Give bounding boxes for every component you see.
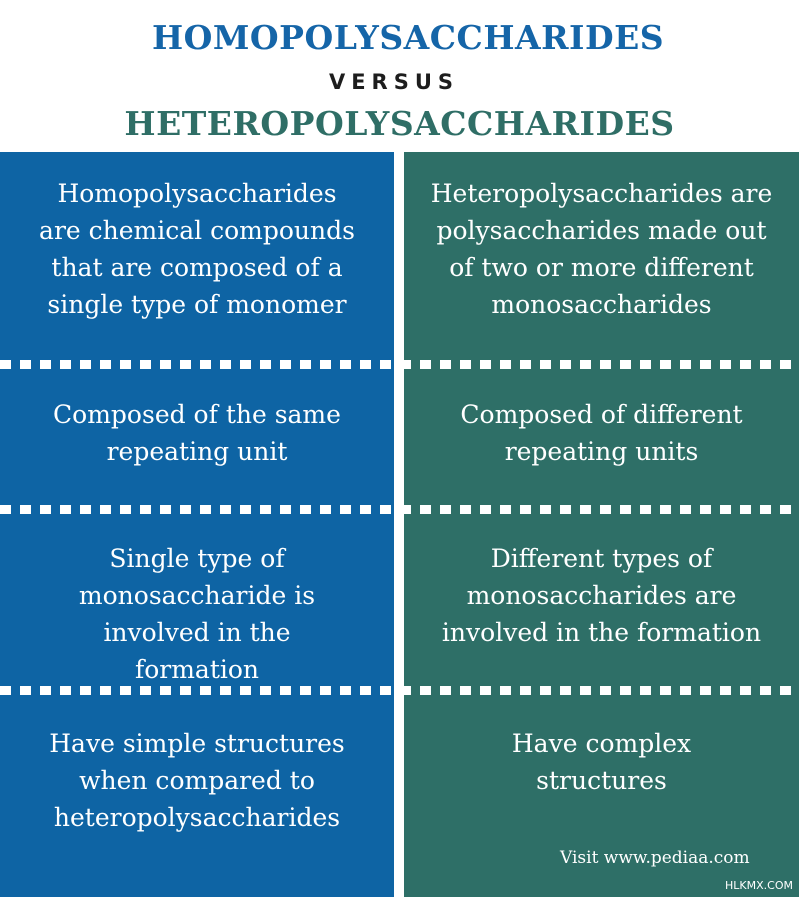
header	[0, 0, 799, 152]
hetero-definition: Heteropolysaccharides are polysaccharides made out of two or more different monosaccharides	[430, 179, 773, 319]
homo-definition: Homopolysaccharides are chemical compounds that are composed of a single type of monomer	[39, 179, 355, 319]
hetero-structure: Have complex structures	[511, 729, 692, 795]
homo-monosaccharide-type: Single type of monosaccharide is involved in the formation	[78, 544, 316, 684]
row-divider	[0, 360, 799, 369]
hetero-repeating-unit: Composed of different repeating units	[460, 400, 743, 466]
row-divider	[0, 505, 799, 514]
versus-label: VERSUS	[328, 70, 460, 94]
homo-structure: Have simple structures when compared to heteropolysaccharides	[49, 729, 345, 832]
heteropolysaccharides-title: HETEROPOLYSACCHARIDES	[124, 104, 675, 143]
homo-repeating-unit: Composed of the same repeating unit	[53, 400, 341, 466]
homopolysaccharides-title: HOMOPOLYSACCHARIDES	[151, 18, 665, 57]
source-credit: Visit www.pediaa.com	[560, 848, 750, 868]
hetero-monosaccharide-type: Different types of monosaccharides are involved in the formation	[441, 544, 762, 647]
watermark: HLKMX.COM	[725, 879, 793, 892]
